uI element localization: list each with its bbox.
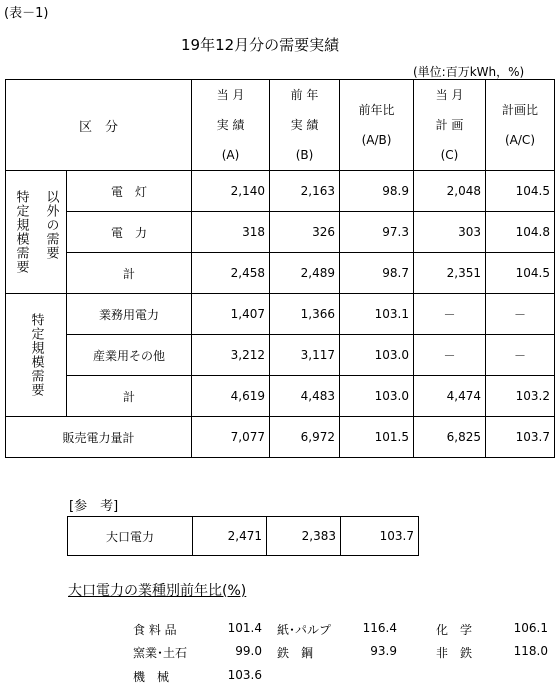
reference-b: 2,383: [267, 517, 341, 556]
cell-c: －: [414, 335, 486, 376]
cell-ab: 98.7: [340, 253, 414, 294]
header-c-line2: 計 画: [435, 118, 464, 132]
table-row: [6, 335, 555, 376]
header-plan-ratio: [486, 80, 555, 171]
cell-a: 2,458: [192, 253, 270, 294]
group1-label: [6, 171, 67, 294]
reference-a: 2,471: [193, 517, 267, 556]
industry-value: 93.9: [370, 644, 397, 658]
header-a-line1: 当 月: [216, 88, 245, 102]
cell-a: 318: [192, 212, 270, 253]
header-ab-line1: 前年比: [358, 103, 395, 117]
cell-ac: －: [486, 294, 555, 335]
cell-a: 7,077: [192, 417, 270, 458]
industry-name: 紙･パルプ: [277, 623, 332, 637]
cell-ac: 104.8: [486, 212, 555, 253]
cell-c: 303: [414, 212, 486, 253]
header-ac-line2: (A/C): [505, 133, 535, 147]
reference-table: [67, 516, 419, 556]
group2-label-text: 特定規模需要: [28, 313, 44, 397]
cell-b: 4,483: [270, 376, 340, 417]
cell-a: 4,619: [192, 376, 270, 417]
header-ac-line1: 計画比: [501, 103, 538, 117]
industry-value: 101.4: [227, 621, 262, 635]
cell-c: 4,474: [414, 376, 486, 417]
cell-a: 2,140: [192, 171, 270, 212]
table-row: [6, 376, 555, 417]
industry-value: 106.1: [513, 621, 548, 635]
group1-label-line2: 以外の需要: [43, 190, 59, 260]
reference-ab: 103.7: [341, 517, 419, 556]
table-row: [6, 253, 555, 294]
row-name: 電 力: [67, 212, 192, 253]
cell-a: 3,212: [192, 335, 270, 376]
cell-c: －: [414, 294, 486, 335]
cell-ab: 103.0: [340, 376, 414, 417]
page-title: 19年12月分の需要実績: [181, 36, 340, 54]
header-a-line2: 実 績: [216, 118, 245, 132]
industry-name: 非 鉄: [436, 646, 473, 660]
industry-value: 118.0: [513, 644, 548, 658]
industry-name: 窯業･土石: [133, 646, 188, 660]
header-b-line1: 前 年: [290, 88, 319, 102]
row-name: 電 灯: [67, 171, 192, 212]
industry-name: 食 料 品: [133, 623, 177, 637]
header-previous-year-actual: [270, 80, 340, 171]
group2-label: [6, 294, 67, 417]
reference-name: 大口電力: [68, 517, 193, 556]
table-number-label: (表－1): [4, 6, 49, 21]
header-a-line3: (A): [221, 148, 240, 162]
row-name: 計: [67, 253, 192, 294]
cell-ab: 97.3: [340, 212, 414, 253]
total-row: [6, 417, 555, 458]
total-name: 販売電力量計: [6, 417, 192, 458]
row-name: 業務用電力: [67, 294, 192, 335]
industry-name: 機 械: [133, 670, 170, 684]
table-row: [6, 212, 555, 253]
header-c-line3: (C): [440, 148, 459, 162]
cell-ac: 103.7: [486, 417, 555, 458]
table-row: [68, 517, 419, 556]
unit-label: (単位:百万kWh，%): [413, 65, 525, 79]
header-category: 区 分: [6, 80, 192, 171]
cell-b: 1,366: [270, 294, 340, 335]
cell-ac: 104.5: [486, 253, 555, 294]
industry-value: 103.6: [227, 668, 262, 682]
industry-name: 鉄 鋼: [277, 646, 314, 660]
industry-name: 化 学: [436, 623, 473, 637]
header-b-line3: (B): [295, 148, 314, 162]
demand-results-table: [5, 79, 555, 458]
cell-b: 326: [270, 212, 340, 253]
cell-c: 2,048: [414, 171, 486, 212]
header-ab-line2: (A/B): [361, 133, 392, 147]
cell-ac: 103.2: [486, 376, 555, 417]
industry-value: 116.4: [362, 621, 397, 635]
cell-ab: 103.0: [340, 335, 414, 376]
cell-ac: －: [486, 335, 555, 376]
row-name: 産業用その他: [67, 335, 192, 376]
table-row: [6, 294, 555, 335]
table-header-row: [6, 80, 555, 171]
industry-heading: 大口電力の業種別前年比(%): [68, 583, 247, 599]
header-c-line1: 当 月: [435, 88, 464, 102]
cell-c: 6,825: [414, 417, 486, 458]
table-row: [6, 171, 555, 212]
cell-ab: 98.9: [340, 171, 414, 212]
header-current-month-plan: [414, 80, 486, 171]
header-b-line2: 実 績: [290, 118, 319, 132]
header-current-month-actual: [192, 80, 270, 171]
cell-b: 6,972: [270, 417, 340, 458]
cell-b: 2,163: [270, 171, 340, 212]
cell-ac: 104.5: [486, 171, 555, 212]
cell-b: 2,489: [270, 253, 340, 294]
header-yoy-ratio: [340, 80, 414, 171]
industry-value: 99.0: [235, 644, 262, 658]
reference-label: [参 考]: [69, 499, 119, 514]
cell-c: 2,351: [414, 253, 486, 294]
cell-a: 1,407: [192, 294, 270, 335]
group1-label-line1: 特定規模需要: [13, 190, 29, 274]
cell-ab: 101.5: [340, 417, 414, 458]
cell-b: 3,117: [270, 335, 340, 376]
row-name: 計: [67, 376, 192, 417]
cell-ab: 103.1: [340, 294, 414, 335]
